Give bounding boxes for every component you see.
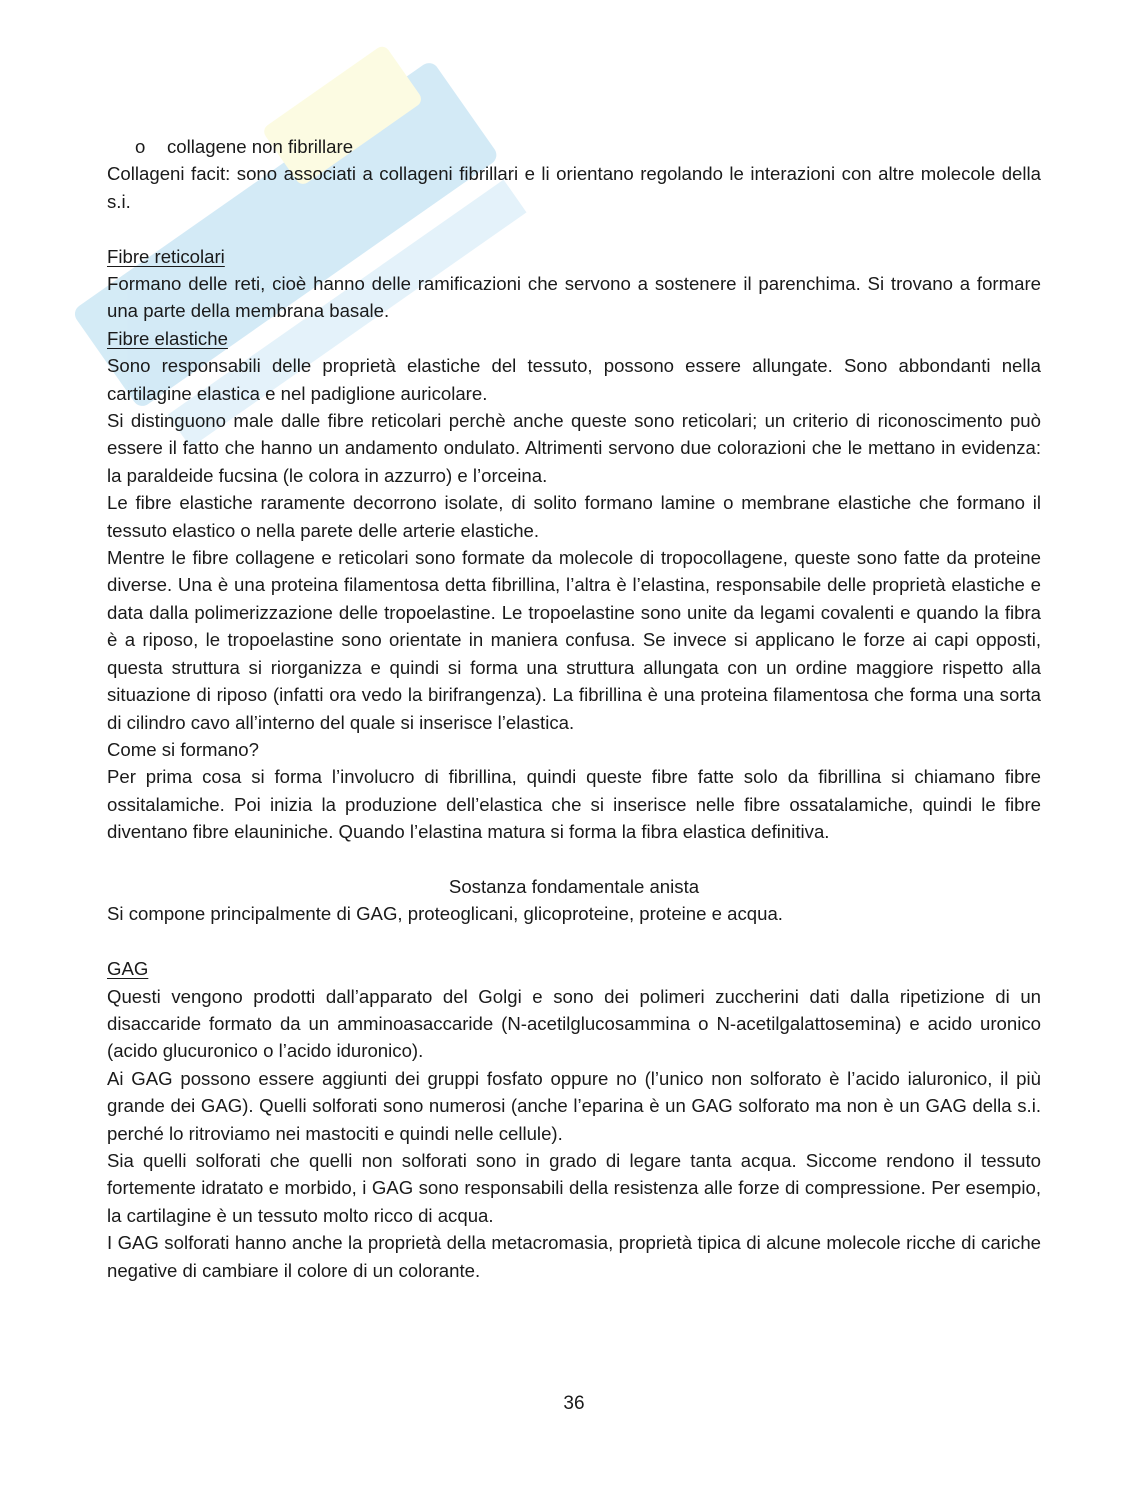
paragraph-gag-3: Sia quelli solforati che quelli non solforati sono in grado di legare tanta acqua. Siccome rendono il tessuto fortemente idratato e morbido, i GAG sono responsabili della resistenza alle forze di compressione. Per esempio, la cartilagine è un tessuto molto ricco di acqua. <box>107 1149 1041 1226</box>
page-number: 36 <box>563 1393 585 1414</box>
paragraph-formation: Per prima cosa si forma l’involucro di fibrillina, quindi queste fibre fatte solo da fibrillina si chiamano fibre ossitalamiche. Poi inizia la produzione dell’elastica che si inserisce nelle fibre ossatalamiche, quindi le fibre diventano fibre elauniniche. Quando l’elastina matura si forma la fibra elastica definitiva. <box>107 766 1041 843</box>
paragraph-elastiche-4: Mentre le fibre collagene e reticolari sono formate da molecole di tropocollagene, queste sono fatte da proteine diverse. Una è una proteina filamentosa detta fibrillina, l’altra è l’elastina, responsabile delle proprietà elastiche e data dalla polimerizzazione delle tropoelastine. Le tropoelastine sono unite da legami covalenti e quando la fibra è a riposo, le tropoelastine sono orientate in maniera confusa. Se invece si applicano le forze ai capi opposti, questa struttura si riorganizza e quindi si forma una struttura allungata con un ordine maggiore rispetto alla situazione di riposo (infatti ora vedo la birifrangenza). La fibrillina è una proteina filamentosa che forma una sorta di cilindro cavo all’interno del quale si inserisce l’elastica. <box>107 547 1041 733</box>
heading-gag: GAG <box>107 958 149 980</box>
paragraph-reticolari: Formano delle reti, cioè hanno delle ramificazioni che servono a sostenere il parenchima. Si trovano a formare una parte della membrana basale. <box>107 273 1041 322</box>
paragraph-elastiche-1: Sono responsabili delle proprietà elastiche del tessuto, possono essere allungate. Sono abbondanti nella cartilagine elastica e nel padiglione auricolare. <box>107 355 1041 404</box>
paragraph-gag-2: Ai GAG possono essere aggiunti dei gruppi fosfato oppure no (l’unico non solforato è l’acido ialuronico, il più grande dei GAG). Quelli solforati sono numerosi (anche l’eparina è un GAG solforato ma non è un GAG della s.i. perché lo ritroviamo nei mastociti e quindi nelle cellule). <box>107 1067 1041 1144</box>
paragraph-elastiche-3: Le fibre elastiche raramente decorrono isolate, di solito formano lamine o membrane elastiche che formano il tessuto elastico o nella parete delle arterie elastiche. <box>107 492 1041 541</box>
heading-fibre-reticolari: Fibre reticolari <box>107 245 225 267</box>
bullet-marker: o <box>135 136 146 157</box>
paragraph-gag-4: I GAG solforati hanno anche la proprietà della metacromasia, proprietà tipica di alcune molecole ricche di cariche negative di cambiare il colore di un colorante. <box>107 1232 1041 1281</box>
paragraph-collageni-facit: Collageni facit: sono associati a collageni fibrillari e li orientano regolando le interazioni con altre molecole della s.i. <box>107 163 1041 212</box>
section-title: Sostanza fondamentale anista <box>448 875 700 897</box>
bullet-item <box>107 133 1041 160</box>
document-page <box>107 133 1041 1284</box>
heading-fibre-elastiche: Fibre elastiche <box>107 327 228 349</box>
bullet-text: collagene non fibrillare <box>167 136 354 157</box>
paragraph-gag-1: Questi vengono prodotti dall’apparato del Golgi e sono dei polimeri zuccherini dati dalla ripetizione di un disaccaride formato da un amminoasaccaride (N-acetilglucosammina o N-acetilgalattosemina) e acido uronico (acido glucuronico o l’acido iduronico). <box>107 985 1041 1062</box>
paragraph-question: Come si formano? <box>107 738 259 760</box>
paragraph-elastiche-2: Si distinguono male dalle fibre reticolari perchè anche queste sono reticolari; un criterio di riconoscimento può essere il fatto che hanno un andamento ondulato. Altrimenti servono due colorazioni che le mettano in evidenza: la paraldeide fucsina (le colora in azzurro) e l’orceina. <box>107 410 1041 486</box>
paragraph-composition: Si compone principalmente di GAG, proteoglicani, glicoproteine, proteine e acqua. <box>107 903 783 925</box>
